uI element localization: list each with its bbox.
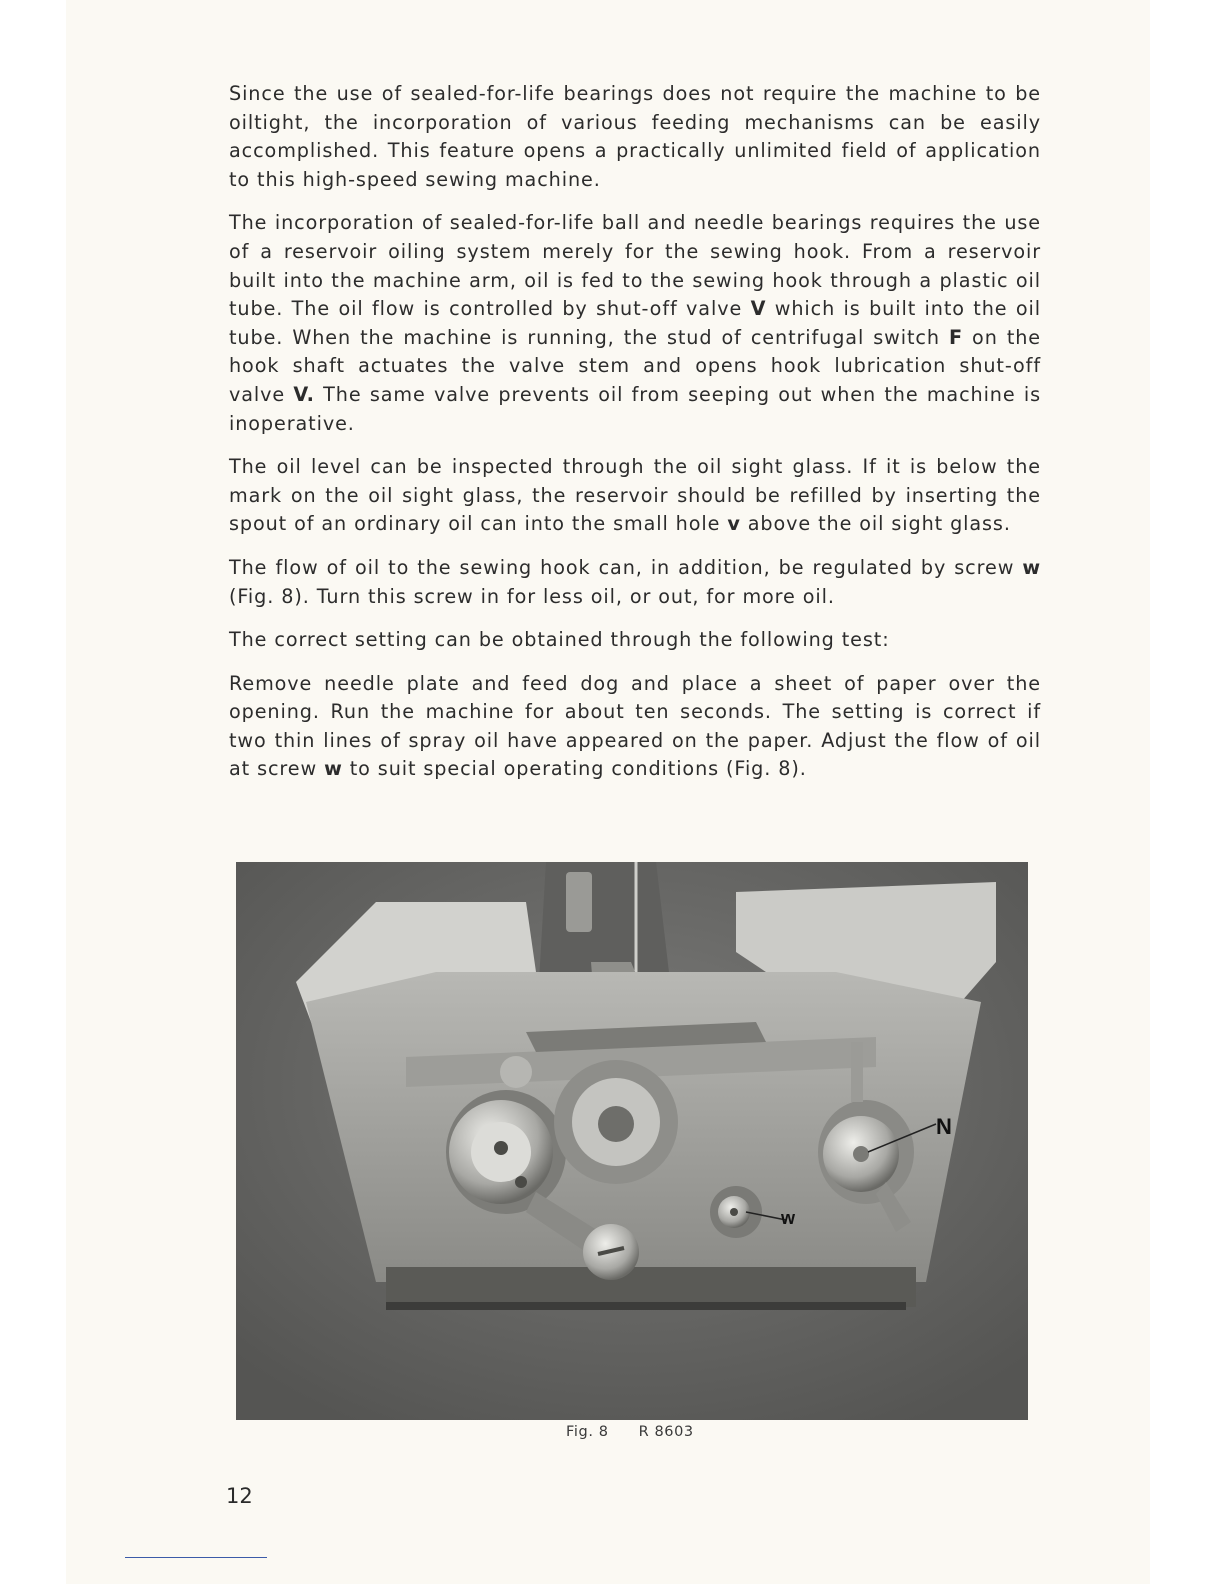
bottom-rule <box>125 1557 267 1558</box>
body-text <box>229 80 1041 799</box>
figure-caption-label: Fig. 8 <box>566 1424 609 1440</box>
sewing-machine-underside-illustration <box>236 862 1028 1420</box>
figure-8-photo <box>236 862 1028 1420</box>
switch-label-f: F <box>948 325 963 349</box>
figure-code: R 8603 <box>638 1424 694 1440</box>
screw-label-w-2: w <box>324 757 343 781</box>
hole-label-v: v <box>727 512 741 536</box>
page-number: 12 <box>226 1484 253 1508</box>
figure-caption <box>566 1424 694 1440</box>
paragraph-3-text-b: above the oil sight glass. <box>740 512 1011 536</box>
paragraph-5 <box>229 626 1041 655</box>
paragraph-1-text: Since the use of sealed-for-life bearings does not require the machine to be oiltight, the incorporation of various feeding mechanisms can be easily accomplished. This feature opens a practically unlimited field of application to this high-speed sewing machine. <box>229 82 1041 191</box>
valve-label-v2: V. <box>293 382 315 406</box>
paragraph-2-text-b: which is built into the oil tube. When the machine is running, the stud of centrifugal switch <box>229 297 1042 349</box>
paragraph-3-text-a: The oil level can be inspected through the oil sight glass. If it is below the mark on the oil sight glass, the reservoir should be refilled by inserting the spout of an ordinary oil can into the small hole <box>229 455 1041 536</box>
paragraph-1 <box>229 80 1041 194</box>
paragraph-2-text-a: The incorporation of sealed-for-life ball and needle bearings requires the use of a reservoir oiling system merely for the sewing hook. From a reservoir built into the machine arm, oil is fed to the sewing hook through a plastic oil tube. The oil flow is controlled by shut-off valve <box>229 211 1041 321</box>
figure-label-n: N <box>936 1114 952 1139</box>
paragraph-6 <box>229 670 1041 784</box>
paragraph-3 <box>229 453 1041 539</box>
figure-label-w: w <box>781 1208 796 1228</box>
paragraph-6-text-a: Remove needle plate and feed dog and place a sheet of paper over the opening. Run the machine for about ten seconds. The setting is correct if two thin lines of spray oil have appeared on the paper. Adjust the flow of oil at screw <box>229 671 1041 781</box>
paragraph-2 <box>229 209 1041 438</box>
paragraph-2-text-c: on the hook shaft actuates the valve stem and opens hook lubrication shut-off valve <box>229 325 1042 406</box>
paragraph-4-text-b: (Fig. 8). Turn this screw in for less oil, or out, for more oil. <box>229 584 835 608</box>
paragraph-4 <box>229 554 1041 611</box>
screw-label-w: w <box>1022 555 1041 579</box>
paragraph-2-text-d: The same valve prevents oil from seeping out when the machine is inoperative. <box>229 382 1041 435</box>
paragraph-5-text: The correct setting can be obtained through the following test: <box>229 628 890 652</box>
valve-label-v: V <box>750 297 767 321</box>
paragraph-6-text-b: to suit special operating conditions (Fig. 8). <box>342 757 807 781</box>
paragraph-4-text-a: The flow of oil to the sewing hook can, in addition, be regulated by screw <box>229 555 1023 579</box>
